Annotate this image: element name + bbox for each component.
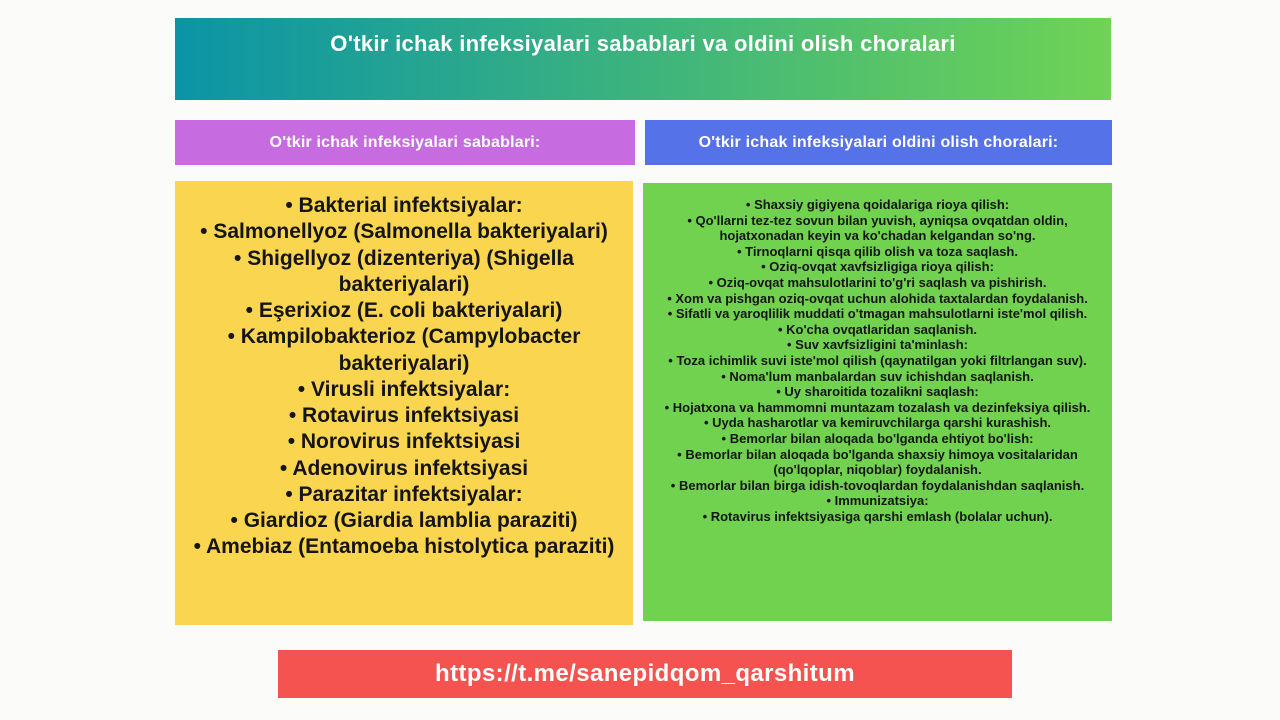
list-item: • Bemorlar bilan aloqada bo'lganda ehtiyot bo'lish: — [721, 430, 1034, 446]
causes-header-label: O'tkir ichak infeksiyalari sabablari: — [269, 133, 541, 151]
footer-banner — [278, 650, 1012, 698]
list-item: • Noma'lum manbalardan suv ichishdan saqlanish. — [721, 368, 1034, 384]
prevention-panel — [643, 183, 1112, 621]
list-item: • Bakterial infektsiyalar: — [285, 194, 523, 217]
list-item: • Qo'llarni tez-tez sovun bilan yuvish, ayniqsa ovqatdan oldin, hojatxonadan keyin va ko'chadan kelgandan so'ng. — [687, 212, 1068, 244]
list-item: • Bemorlar bilan birga idish-tovoqlardan foydalanishdan saqlanish. — [670, 477, 1085, 493]
prevention-header-label: O'tkir ichak infeksiyalari oldini olish choralari: — [698, 133, 1059, 151]
telegram-link: https://t.me/sanepidqom_qarshitum — [435, 660, 855, 687]
causes-header — [175, 120, 635, 165]
list-item: • Eşerixioz (E. coli bakteriyalari) — [245, 299, 563, 322]
page-title: O'tkir ichak infeksiyalari sabablari va oldini olish choralari — [330, 31, 956, 56]
list-item: • Parazitar infektsiyalar: — [285, 482, 523, 506]
list-item: • Toza ichimlik suvi iste'mol qilish (qaynatilgan yoki filtrlangan suv). — [668, 352, 1087, 368]
causes-panel — [175, 181, 633, 625]
list-item: • Salmonellyoz (Salmonella bakteriyalari) — [200, 220, 608, 244]
list-item: • Giardioz (Giardia lamblia paraziti) — [230, 509, 578, 532]
list-item: • Oziq-ovqat xavfsizligiga rioya qilish: — [761, 259, 994, 275]
list-item: • Shigellyoz (dizenteriya) (Shigella bakteriyalari) — [234, 246, 574, 296]
list-item: • Kampilobakterioz (Campylobacter bakteriyalari) — [227, 325, 581, 375]
prevention-header — [645, 120, 1112, 165]
list-item: • Ko'cha ovqatlaridan saqlanish. — [777, 321, 978, 337]
list-item: • Rotavirus infektsiyasi — [288, 404, 520, 427]
list-item: • Norovirus infektsiyasi — [287, 430, 521, 454]
list-item: • Amebiaz (Entamoeba histolytica paraziti) — [193, 535, 615, 559]
list-item: • Hojatxona va hammomni muntazam tozalash va dezinfeksiya qilish. — [664, 399, 1091, 415]
list-item: • Bemorlar bilan aloqada bo'lganda shaxsiy himoya vositalaridan (qo'lqoplar, niqoblar) foydalanish. — [677, 446, 1078, 478]
list-item: • Virusli infektsiyalar: — [297, 377, 511, 401]
list-item: • Tirnoqlarni qisqa qilib olish va toza saqlash. — [737, 243, 1018, 259]
list-item: • Rotavirus infektsiyasiga qarshi emlash (bolalar uchun). — [702, 508, 1053, 524]
list-item: • Shaxsiy gigiyena qoidalariga rioya qilish: — [745, 197, 1010, 212]
list-item: • Adenovirus infektsiyasi — [279, 456, 529, 480]
list-item: • Sifatli va yaroqlilik muddati o'tmagan mahsulotlarni iste'mol qilish. — [667, 306, 1088, 322]
list-item: • Suv xavfsizligini ta'minlash: — [786, 337, 969, 353]
list-item: • Uy sharoitida tozalikni saqlash: — [776, 384, 979, 400]
list-item: • Oziq-ovqat mahsulotlarini to'g'ri saqlash va pishirish. — [708, 274, 1047, 290]
list-item: • Immunizatsiya: — [826, 493, 929, 509]
title-banner — [175, 18, 1111, 100]
list-item: • Uyda hasharotlar va kemiruvchilarga qarshi kurashish. — [703, 415, 1052, 431]
list-item: • Xom va pishgan oziq-ovqat uchun alohida taxtalardan foydalanish. — [667, 290, 1088, 306]
